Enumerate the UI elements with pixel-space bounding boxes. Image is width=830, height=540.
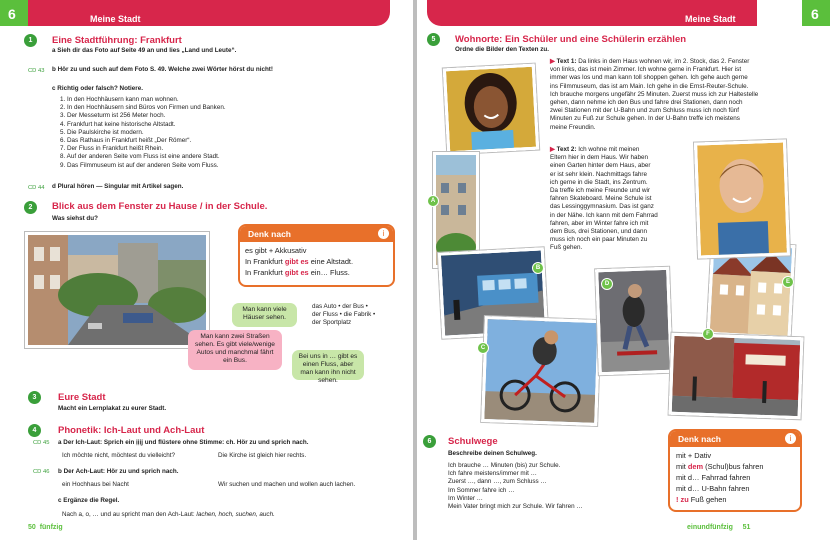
page-footer-left bbox=[28, 524, 63, 531]
list-item: 5. Die Paulskirche ist modern. bbox=[60, 128, 144, 136]
exercise-badge-6: 6 bbox=[423, 435, 436, 448]
text-2 bbox=[550, 146, 658, 253]
exercise-badge-2: 2 bbox=[24, 201, 37, 214]
exercise-badge-5: 5 bbox=[427, 33, 440, 46]
exercise-2-subtitle: Was siehst du? bbox=[52, 215, 98, 222]
denk-example-1a: In Frankfurt bbox=[245, 257, 285, 266]
word-list bbox=[312, 303, 375, 328]
exercise-3-title: Eure Stadt bbox=[58, 392, 106, 403]
ex4a-label: a bbox=[58, 439, 62, 446]
ex1b-text: Hör zu und such auf dem Foto S. 49. Welche zwei Wörter hörst du nicht! bbox=[57, 66, 274, 73]
ex1d-label: d bbox=[52, 183, 56, 190]
text-line: Eltern hier in dem Haus. Wir haben bbox=[550, 154, 648, 162]
denk-line-2: mit d… Fahrrad fahren bbox=[676, 473, 751, 482]
ex4a-example-1: Ich möchte nicht, möchtest du vielleicht? bbox=[62, 452, 176, 459]
exercise-6-prompts bbox=[448, 462, 583, 511]
text-line: muss ich noch ein paar Minuten zu bbox=[550, 236, 648, 244]
denk-example-1c: eine Altstadt. bbox=[308, 257, 354, 266]
page-word-left: fünfzig bbox=[39, 524, 63, 531]
page-number-right: 51 bbox=[742, 524, 751, 531]
text-line: dem Bus, drei Stationen, und dann bbox=[550, 228, 647, 236]
text-1 bbox=[550, 58, 758, 132]
exercise-5-subtitle: Ordne die Bilder den Texten zu. bbox=[455, 46, 550, 53]
list-item: 1. In den Hochhäusern kann man wohnen. bbox=[60, 96, 179, 103]
denk-line-3: mit d… U-Bahn fahren bbox=[676, 484, 750, 493]
info-icon: i bbox=[785, 433, 796, 444]
list-item: Mein Vater bringt mich zur Schule. Wir fahren … bbox=[448, 503, 583, 511]
text-line: immer was los und man kann toll shoppen gehen. Ich gehe auch gerne bbox=[550, 74, 748, 82]
photo-label-b: B bbox=[532, 262, 544, 274]
page-word-right: einundfünfzig bbox=[687, 524, 733, 531]
page-left bbox=[0, 0, 413, 540]
denk-example-2b: gibt es bbox=[284, 268, 309, 277]
ex4c-label: c bbox=[58, 497, 62, 504]
denk-example-2c: ein… Fluss. bbox=[308, 268, 350, 277]
ex1a-label: a bbox=[52, 47, 56, 54]
chapter-number-left: 6 bbox=[8, 6, 16, 22]
denk-rule-left: es gibt + Akkusativ bbox=[245, 246, 307, 255]
list-item: Ich fahre meistens/immer mit … bbox=[448, 470, 537, 478]
list-item: 8. Auf der anderen Seite vom Fluss ist eine andere Stadt. bbox=[60, 153, 220, 161]
exercise-5-title: Wohnorte: Ein Schüler und eine Schülerin erzählen bbox=[455, 34, 687, 45]
text-2-label: Text 2: bbox=[556, 146, 577, 153]
photo-label-d: D bbox=[601, 278, 613, 290]
cd-track-44: CD 44 bbox=[28, 185, 45, 191]
exercise-badge-1: 1 bbox=[24, 34, 37, 47]
photo-label-a: A bbox=[427, 195, 439, 207]
text-line: das Lessinggymnasium. Das ist ganz bbox=[550, 203, 654, 211]
text-1-arrow: ▶ bbox=[550, 58, 555, 65]
word-list-line: der Sportplatz bbox=[312, 319, 352, 327]
ex1c-text: Richtig oder falsch? Notiere. bbox=[57, 85, 143, 92]
ex1a-text: Sieh dir das Foto auf Seite 49 an und lies „Land und Leute“. bbox=[57, 47, 237, 54]
denk-line-1b: dem bbox=[687, 462, 704, 471]
denk-nach-title-left: Denk nach bbox=[240, 226, 393, 242]
word-list-line: das Auto • der Bus • bbox=[312, 303, 368, 310]
list-item: 7. Der Fluss in Frankfurt heißt Rhein. bbox=[60, 145, 164, 153]
ex4b-example-1: ein Hochhaus bei Nacht bbox=[62, 481, 129, 488]
text-line: einen Garten hinter dem Haus, aber bbox=[550, 162, 651, 170]
denk-nach-box-right bbox=[668, 429, 802, 512]
ex4b-text: Der Ach-Laut: Hör zu und sprich nach. bbox=[63, 468, 179, 475]
text-line: Da treffe ich meine Freunde und wir bbox=[550, 187, 650, 195]
ex4a-text: Der Ich-Laut: Sprich ein ịịịj und flüstere ohne Stimme: ch. Hör zu und sprich nach. bbox=[63, 439, 309, 446]
header-title-left: Meine Stadt bbox=[90, 14, 141, 24]
header-bar-right bbox=[427, 0, 757, 26]
speech-bubble-1: Man kann viele Häuser sehen. bbox=[232, 303, 297, 327]
ex1b-label: b bbox=[52, 66, 56, 73]
denk-line-1c: (Schul)bus fahren bbox=[703, 462, 764, 471]
denk-example-2a: In Frankfurt bbox=[245, 268, 285, 277]
ex4b-example-2: Wir suchen und machen und wollen auch lachen. bbox=[218, 481, 356, 488]
denk-line-4a: ! bbox=[676, 495, 681, 504]
denk-line-4b: zu bbox=[680, 495, 689, 504]
text-line: ins Filmmuseum, das ist am Main. Ich gehe in die Ernst-Reuter-Schule. bbox=[550, 82, 749, 90]
ex1c-label: c bbox=[52, 85, 56, 92]
list-item: 2. In den Hochhäusern sind Büros von Firmen und Banken. bbox=[60, 104, 226, 112]
text-line: ich gerne in die Stadt, ins Zentrum. bbox=[550, 178, 648, 186]
ex4a-example-2: Die Kirche ist gleich hier rechts. bbox=[218, 452, 307, 459]
text-line: Ich brauche morgens ungefähr 25 Minuten. Zuerst muss ich zur Haltestelle bbox=[550, 90, 759, 98]
text-line: Ich wohne mit meinen bbox=[578, 146, 640, 153]
speech-bubble-3: Bei uns in … gibt es einen Fluss, aber man kann ihn nicht sehen. bbox=[292, 350, 364, 380]
text-line: Da links in dem Haus wohnen wir, im 2. Stock, das 2. Fenster bbox=[578, 58, 750, 65]
page-footer-right bbox=[687, 524, 750, 531]
list-item: 9. Das Filmmuseum ist auf der anderen Seite vom Fluss. bbox=[60, 161, 219, 169]
exercise-4-title: Phonetik: Ich-Laut und Ach-Laut bbox=[58, 425, 205, 436]
cd-track-43: CD 43 bbox=[28, 68, 45, 74]
text-line: Minuten zu Fuß zur Schule gehen. In der U-Bahn treffe ich meistens bbox=[550, 115, 740, 123]
text-line: fahren Skateboard. Meine Schule ist bbox=[550, 195, 652, 203]
exercise-badge-3: 3 bbox=[28, 391, 41, 404]
text-line: fahren, aber im Winter fahre ich mit bbox=[550, 219, 649, 227]
exercise-3-text: Macht ein Lernplakat zu eurer Stadt. bbox=[58, 405, 167, 412]
photo-f-street bbox=[669, 333, 804, 420]
text-line: gehen, dann nehme ich den Bus und fahre drei Stationen, dann noch bbox=[550, 99, 743, 107]
exercise-1-title: Eine Stadtführung: Frankfurt bbox=[52, 35, 182, 46]
photo-c-cyclist bbox=[481, 316, 601, 426]
ex4c-rule: Nach a, o, … und au spricht man den Ach-Laut: bbox=[62, 511, 195, 518]
text-line: meine Freundin. bbox=[550, 123, 596, 131]
speech-bubble-2: Man kann zwei Straßen sehen. Es gibt viele/wenige Autos und manchmal fährt ein Bus. bbox=[188, 330, 282, 370]
ex1d-text: Plural hören — Singular mit Artikel sagen. bbox=[57, 183, 184, 190]
list-item: Zuerst …, dann …, zum Schluss … bbox=[448, 478, 547, 486]
denk-nach-box-left bbox=[238, 224, 395, 287]
photo-label-c: C bbox=[477, 342, 489, 354]
cd-track-45: CD 45 bbox=[33, 440, 50, 446]
page-right bbox=[417, 0, 830, 540]
header-title-right: Meine Stadt bbox=[685, 14, 736, 24]
list-item: 3. Der Messeturm ist 256 Meter hoch. bbox=[60, 112, 166, 120]
header-bar-left bbox=[28, 0, 390, 26]
exercise-6-subtitle: Beschreibe deinen Schulweg. bbox=[448, 450, 537, 457]
word-list-line: der Fluss • die Fabrik • bbox=[312, 311, 376, 319]
ex4b-label: b bbox=[58, 468, 62, 475]
list-item: Ich brauche … Minuten (bis) zur Schule. bbox=[448, 462, 561, 469]
exercise-badge-4: 4 bbox=[28, 424, 41, 437]
chapter-number-right: 6 bbox=[811, 6, 819, 22]
list-item: Im Sommer fahre ich … bbox=[448, 486, 515, 494]
text-2-arrow: ▶ bbox=[550, 146, 555, 153]
page-number-left: 50 bbox=[28, 524, 36, 531]
text-line: er ist sehr klein. Nachmittags fahre bbox=[550, 170, 647, 178]
denk-line-4c: Fuß gehen bbox=[688, 495, 727, 504]
denk-nach-title-right: Denk nach bbox=[670, 431, 800, 447]
info-icon: i bbox=[378, 228, 389, 239]
text-line: von links, das ist mein Zimmer. Ich wohne gerne in Frankfurt. Hier ist bbox=[550, 66, 742, 74]
list-item: Im Winter … bbox=[448, 494, 483, 502]
cd-track-46: CD 46 bbox=[33, 469, 50, 475]
window-view-photo bbox=[25, 232, 209, 348]
denk-line-1a: mit bbox=[676, 462, 688, 471]
denk-rule-right: mit + Dativ bbox=[676, 451, 712, 460]
ex4c-rule-examples: lachen, hoch, suchen, auch. bbox=[194, 511, 275, 518]
photo-label-f: F bbox=[702, 328, 714, 340]
photo-girl bbox=[443, 64, 539, 155]
photo-boy bbox=[694, 139, 790, 258]
photo-label-e: E bbox=[782, 276, 794, 288]
ex4c-text: Ergänze die Regel. bbox=[63, 497, 120, 504]
denk-example-1b: gibt es bbox=[284, 257, 309, 266]
ex1c-list bbox=[60, 96, 226, 170]
text-line: Fuß gehen. bbox=[550, 244, 583, 252]
text-1-label: Text 1: bbox=[556, 58, 577, 65]
list-item: 6. Das Rathaus in Frankfurt heißt „Der Römer“. bbox=[60, 137, 192, 145]
exercise-6-title: Schulwege bbox=[448, 436, 498, 447]
exercise-2-title: Blick aus dem Fenster zu Hause / in der Schule. bbox=[52, 201, 268, 212]
text-line: in der Nähe. Ich kann mit dem Fahrrad bbox=[550, 211, 658, 219]
text-line: zwei Stationen mit der U-Bahn und zum Schluss muss ich noch fünf bbox=[550, 107, 739, 115]
list-item: 4. Frankfurt hat keine historische Altstadt. bbox=[60, 120, 176, 128]
